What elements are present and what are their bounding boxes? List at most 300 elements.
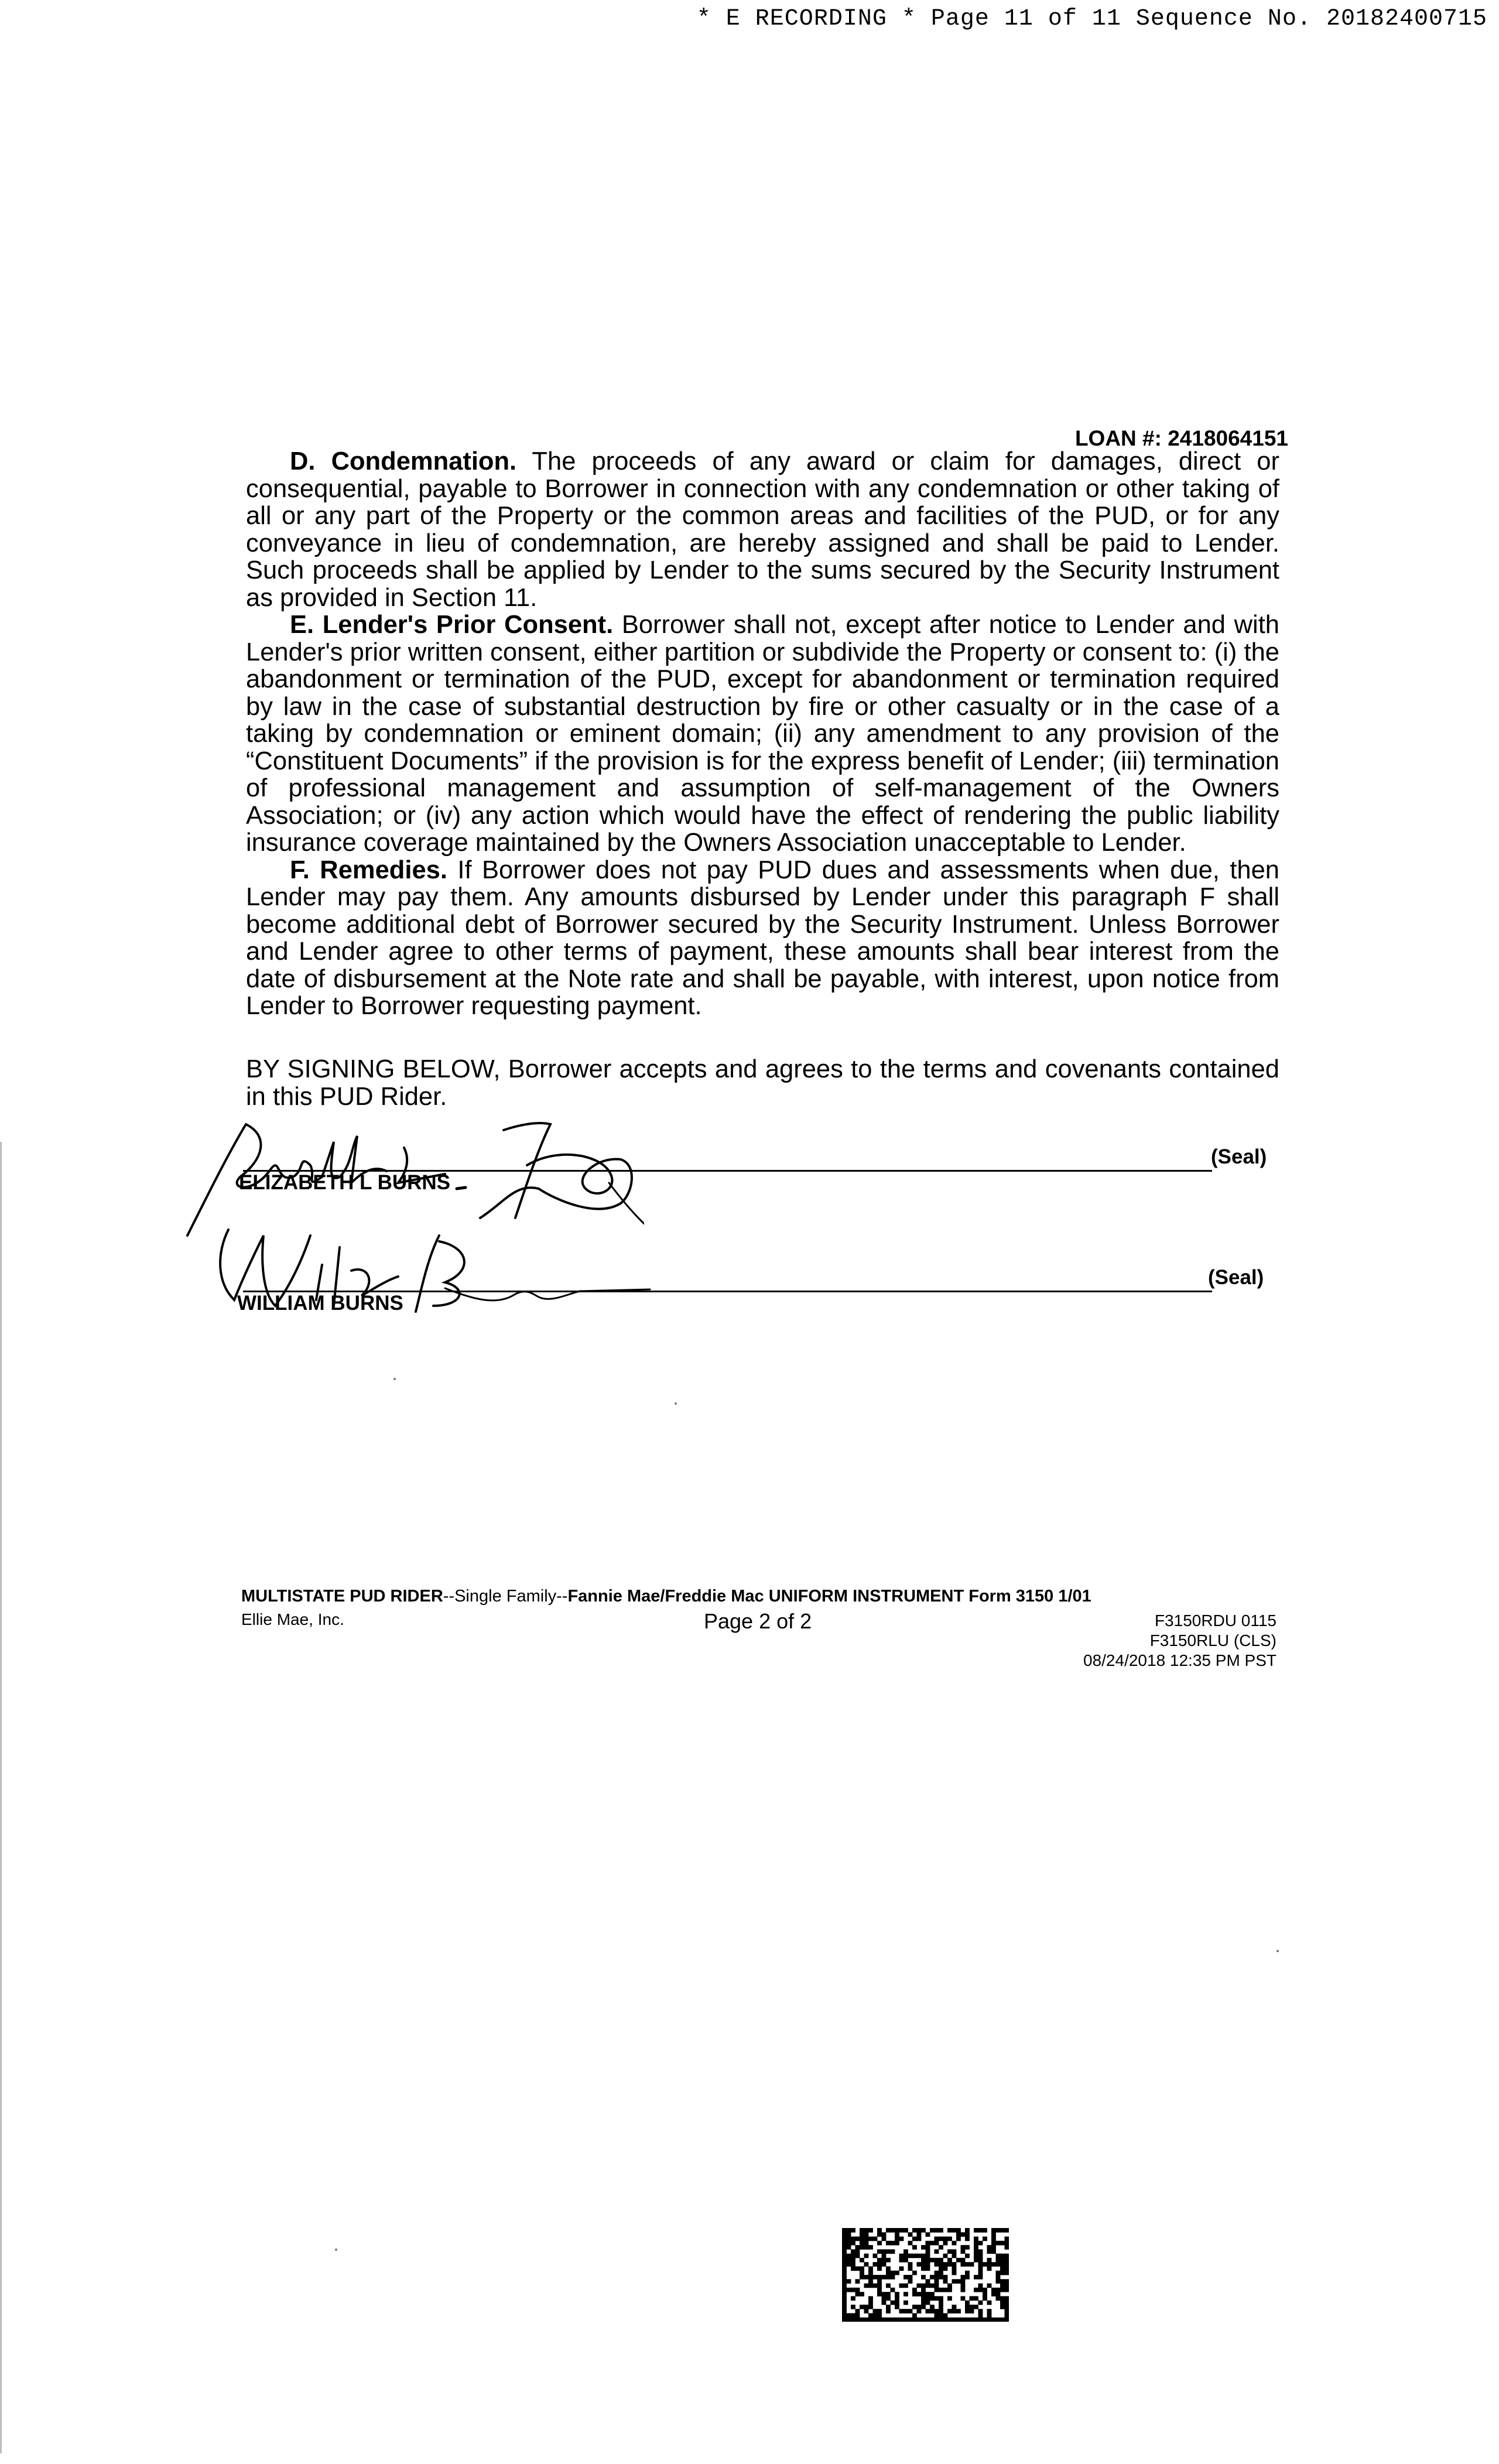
barcode-module [895, 2318, 899, 2322]
barcode-module [847, 2254, 851, 2258]
barcode-module [943, 2262, 948, 2267]
barcode-module [939, 2228, 943, 2233]
barcode-module [891, 2241, 895, 2246]
barcode-module [917, 2237, 922, 2241]
barcode-module [1005, 2258, 1009, 2263]
barcode-module [978, 2271, 983, 2275]
barcode-module [978, 2266, 983, 2271]
barcode-module [991, 2241, 996, 2246]
scan-speck [393, 1378, 396, 1380]
barcode-module [851, 2249, 855, 2254]
barcode-module [877, 2275, 882, 2280]
barcode-module [895, 2292, 899, 2297]
barcode-module [895, 2296, 899, 2301]
barcode-module [899, 2237, 904, 2241]
barcode-module [921, 2288, 926, 2292]
barcode-module [956, 2228, 961, 2233]
barcode-module [842, 2284, 847, 2288]
barcode-module [882, 2292, 887, 2297]
barcode-module [956, 2232, 961, 2237]
barcode-module [899, 2266, 904, 2271]
barcode-module [877, 2292, 882, 2297]
barcode-module [970, 2305, 974, 2309]
barcode-module [952, 2309, 957, 2314]
barcode-module [987, 2262, 992, 2267]
barcode-module [868, 2266, 873, 2271]
barcode-module [842, 2266, 847, 2271]
barcode-module [930, 2228, 935, 2233]
barcode-module [930, 2296, 935, 2301]
barcode-module [965, 2237, 970, 2241]
barcode-module [1005, 2313, 1009, 2318]
barcode-module [917, 2284, 922, 2288]
barcode-module [912, 2305, 917, 2309]
barcode-module [939, 2258, 943, 2263]
barcode-module [860, 2292, 864, 2297]
barcode-module [847, 2241, 851, 2246]
barcode-module [912, 2228, 917, 2233]
barcode-module [877, 2279, 882, 2284]
barcode-module [1005, 2305, 1009, 2309]
barcode-module [921, 2245, 926, 2250]
barcode-module [965, 2318, 970, 2322]
barcode-module [996, 2254, 1001, 2258]
barcode-module [882, 2254, 887, 2258]
barcode-module [886, 2305, 891, 2309]
barcode-module [882, 2249, 887, 2254]
barcode-module [961, 2296, 966, 2301]
barcode-module [842, 2296, 847, 2301]
barcode-module [851, 2241, 855, 2246]
barcode-module [921, 2292, 926, 2297]
barcode-module [851, 2228, 855, 2233]
barcode-module [991, 2232, 996, 2237]
barcode-module [921, 2258, 926, 2263]
section-remedies [246, 857, 1279, 1020]
barcode-module [877, 2318, 882, 2322]
barcode-module [868, 2245, 873, 2250]
barcode-module [860, 2237, 864, 2241]
barcode-module [921, 2305, 926, 2309]
barcode-module [868, 2318, 873, 2322]
barcode-module [978, 2275, 983, 2280]
barcode-module [935, 2296, 939, 2301]
barcode-module [895, 2232, 899, 2237]
scan-edge-line [0, 1142, 2, 2453]
barcode-module [877, 2266, 882, 2271]
barcode-module [965, 2228, 970, 2233]
barcode-module [868, 2301, 873, 2305]
barcode-module [921, 2301, 926, 2305]
barcode-module [860, 2305, 864, 2309]
barcode-module [842, 2313, 847, 2318]
barcode-module [939, 2288, 943, 2292]
barcode-module [860, 2318, 864, 2322]
barcode-module [1005, 2237, 1009, 2241]
barcode-module [917, 2309, 922, 2314]
barcode-module [983, 2228, 987, 2233]
barcode-module [860, 2241, 864, 2246]
form-title-normal: --Single Family-- [443, 1587, 568, 1606]
section-text: Borrower shall not, except after notice to Lender and with Lender's prior written consent, either partition or subdivide the Property or consent to: (i) the abandonment or termination of the PUD, except for abandonment or termination required by law in the case of substantial destruction by fire or other casualty or in the case of a taking by condemnation or eminent domain; (ii) any amendment to any provision of the “Constituent Documents” if the provision is for the express benefit of Lender; (iii) termination of professional management and assumption of self-management of the Owners Association; or (iv) any action which would have the effect of rendering the public liability insurance coverage maintained by the Owners Association unacceptable to Lender. [246, 611, 1279, 857]
barcode-module [930, 2292, 935, 2297]
barcode-image [842, 2228, 1009, 2322]
barcode-module [917, 2305, 922, 2309]
barcode-module [891, 2288, 895, 2292]
barcode-module [978, 2309, 983, 2314]
barcode-module [899, 2318, 904, 2322]
company-name: Ellie Mae, Inc. [241, 1610, 344, 1628]
section-condemnation [246, 448, 1279, 611]
barcode-module [868, 2237, 873, 2241]
barcode-module [1005, 2245, 1009, 2250]
barcode-module [947, 2296, 952, 2301]
barcode-module [1000, 2296, 1005, 2301]
barcode-module [956, 2237, 961, 2241]
barcode-module [886, 2309, 891, 2314]
barcode-module [912, 2288, 917, 2292]
barcode-module [891, 2318, 895, 2322]
barcode-module [851, 2258, 855, 2263]
barcode-module [965, 2309, 970, 2314]
scan-speck [1276, 1950, 1279, 1952]
barcode-module [877, 2288, 882, 2292]
barcode-module [842, 2271, 847, 2275]
barcode-module [868, 2313, 873, 2318]
barcode-module [983, 2262, 987, 2267]
barcode-module [956, 2309, 961, 2314]
barcode-module [886, 2284, 891, 2288]
barcode-module [842, 2245, 847, 2250]
barcode-module [868, 2279, 873, 2284]
barcode-module [926, 2284, 930, 2288]
barcode-module [908, 2275, 913, 2280]
barcode-module [943, 2254, 948, 2258]
barcode-module [935, 2288, 939, 2292]
barcode-module [935, 2271, 939, 2275]
barcode-module [873, 2284, 878, 2288]
barcode-module [882, 2318, 887, 2322]
barcode-module [882, 2275, 887, 2280]
barcode-module [965, 2305, 970, 2309]
barcode-module [943, 2288, 948, 2292]
barcode-module [939, 2305, 943, 2309]
barcode-module [903, 2254, 908, 2258]
barcode-module [991, 2318, 996, 2322]
barcode-module [970, 2318, 974, 2322]
barcode-module [930, 2241, 935, 2246]
rider-body [246, 448, 1279, 1020]
barcode-module [899, 2228, 904, 2233]
barcode-module [935, 2241, 939, 2246]
barcode-module [935, 2237, 939, 2241]
barcode-module [864, 2232, 869, 2237]
barcode-module [996, 2292, 1001, 2297]
barcode-module [935, 2249, 939, 2254]
scan-speck [675, 1402, 677, 1405]
barcode-module [864, 2241, 869, 2246]
barcode-module [847, 2232, 851, 2237]
barcode-module [935, 2284, 939, 2288]
barcode-module [926, 2318, 930, 2322]
barcode-module [895, 2228, 899, 2233]
barcode-module [877, 2284, 882, 2288]
barcode-module [868, 2271, 873, 2275]
barcode-module [886, 2228, 891, 2233]
barcode-module [996, 2288, 1001, 2292]
barcode-module [864, 2309, 869, 2314]
barcode-module [921, 2284, 926, 2288]
barcode-module [996, 2279, 1001, 2284]
barcode-module [903, 2284, 908, 2288]
barcode-module [864, 2262, 869, 2267]
barcode-module [921, 2275, 926, 2280]
barcode-module [917, 2262, 922, 2267]
barcode-module [1000, 2258, 1005, 2263]
barcode-module [895, 2241, 899, 2246]
barcode-module [939, 2245, 943, 2250]
barcode-module [935, 2258, 939, 2263]
barcode-module [908, 2232, 913, 2237]
barcode-module [961, 2275, 966, 2280]
barcode-module [908, 2241, 913, 2246]
barcode-module [864, 2228, 869, 2233]
barcode-module [939, 2318, 943, 2322]
barcode-module [864, 2254, 869, 2258]
barcode-module [983, 2296, 987, 2301]
barcode-module [847, 2318, 851, 2322]
barcode-module [978, 2258, 983, 2263]
barcode-module [974, 2249, 978, 2254]
barcode-module [952, 2266, 957, 2271]
barcode-module [961, 2288, 966, 2292]
barcode-module [855, 2254, 860, 2258]
barcode-module [860, 2275, 864, 2280]
barcode-module [974, 2237, 978, 2241]
barcode-module [908, 2309, 913, 2314]
barcode-module [864, 2275, 869, 2280]
barcode-module [983, 2318, 987, 2322]
barcode-module [943, 2318, 948, 2322]
barcode-module [855, 2292, 860, 2297]
barcode-module [970, 2309, 974, 2314]
barcode-module [996, 2275, 1001, 2280]
barcode-module [917, 2318, 922, 2322]
barcode-module [930, 2309, 935, 2314]
barcode-module [956, 2258, 961, 2263]
barcode-module [987, 2284, 992, 2288]
barcode-module [886, 2296, 891, 2301]
barcode-module [965, 2262, 970, 2267]
barcode-module [978, 2284, 983, 2288]
print-timestamp: 08/24/2018 12:35 PM PST [1083, 1651, 1276, 1669]
barcode-module [903, 2301, 908, 2305]
barcode-module [952, 2249, 957, 2254]
barcode-module [983, 2288, 987, 2292]
barcode-module [855, 2288, 860, 2292]
barcode-module [899, 2284, 904, 2288]
barcode-module [952, 2279, 957, 2284]
barcode-module [947, 2249, 952, 2254]
barcode-module [978, 2288, 983, 2292]
barcode-module [886, 2266, 891, 2271]
barcode-module [930, 2275, 935, 2280]
barcode-module [974, 2228, 978, 2233]
barcode-module [996, 2271, 1001, 2275]
barcode-module [930, 2318, 935, 2322]
barcode-module [974, 2288, 978, 2292]
barcode-module [978, 2241, 983, 2246]
barcode-module [842, 2249, 847, 2254]
barcode-module [961, 2279, 966, 2284]
barcode-module [978, 2313, 983, 2318]
barcode-module [851, 2254, 855, 2258]
barcode-module [908, 2254, 913, 2258]
barcode-module [974, 2254, 978, 2258]
barcode-module [974, 2296, 978, 2301]
section-title: F. Remedies. [290, 855, 447, 884]
barcode-module [1000, 2271, 1005, 2275]
barcode-module [908, 2318, 913, 2322]
barcode-module [952, 2241, 957, 2246]
barcode-module [886, 2258, 891, 2263]
barcode-module [842, 2288, 847, 2292]
barcode-module [926, 2249, 930, 2254]
barcode-module [842, 2305, 847, 2309]
barcode-module [926, 2262, 930, 2267]
section-prior-consent [246, 611, 1279, 857]
barcode-module [899, 2309, 904, 2314]
barcode-module [991, 2288, 996, 2292]
barcode-module [1005, 2254, 1009, 2258]
barcode-module [895, 2271, 899, 2275]
barcode-module [947, 2318, 952, 2322]
barcode-module [842, 2241, 847, 2246]
barcode-module [864, 2318, 869, 2322]
barcode-module [912, 2237, 917, 2241]
form-title-bold: MULTISTATE PUD RIDER [241, 1587, 443, 1606]
barcode-module [847, 2262, 851, 2267]
barcode-module [886, 2241, 891, 2246]
barcode-module [921, 2296, 926, 2301]
barcode-module [996, 2318, 1001, 2322]
barcode-module [877, 2258, 882, 2263]
barcode-module [956, 2318, 961, 2322]
barcode-module [882, 2301, 887, 2305]
barcode-module [930, 2258, 935, 2263]
barcode-module [996, 2241, 1001, 2246]
barcode-module [926, 2301, 930, 2305]
barcode-module [1000, 2279, 1005, 2284]
seal-label-2: (Seal) [1208, 1266, 1264, 1289]
barcode-module [851, 2266, 855, 2271]
barcode-module [842, 2318, 847, 2322]
barcode-module [882, 2232, 887, 2237]
barcode-module [996, 2228, 1001, 2233]
barcode-module [860, 2232, 864, 2237]
barcode-module [877, 2241, 882, 2246]
barcode-module [864, 2237, 869, 2241]
barcode-module [912, 2318, 917, 2322]
barcode-module [895, 2301, 899, 2305]
barcode-module [1005, 2266, 1009, 2271]
barcode-module [882, 2237, 887, 2241]
barcode-module [868, 2305, 873, 2309]
barcode-module [991, 2292, 996, 2297]
barcode-module [917, 2232, 922, 2237]
barcode-module [987, 2266, 992, 2271]
barcode-module [921, 2266, 926, 2271]
barcode-module [891, 2249, 895, 2254]
barcode-module [987, 2309, 992, 2314]
barcode-module [842, 2228, 847, 2233]
barcode-module [873, 2318, 878, 2322]
barcode-module [891, 2275, 895, 2280]
barcode-module [1000, 2262, 1005, 2267]
barcode-module [987, 2318, 992, 2322]
barcode-module [939, 2301, 943, 2305]
barcode-module [930, 2284, 935, 2288]
barcode-module [851, 2237, 855, 2241]
barcode-module [877, 2309, 882, 2314]
barcode-module [930, 2305, 935, 2309]
barcode-module [947, 2237, 952, 2241]
barcode-module [952, 2318, 957, 2322]
barcode-module [991, 2249, 996, 2254]
barcode-module [903, 2318, 908, 2322]
barcode-module [965, 2275, 970, 2280]
barcode-module [903, 2249, 908, 2254]
barcode-module [991, 2245, 996, 2250]
barcode-module [855, 2237, 860, 2241]
barcode-module [912, 2254, 917, 2258]
barcode-module [978, 2262, 983, 2267]
barcode-module [864, 2305, 869, 2309]
section-title: D. Condemnation. [290, 447, 517, 475]
barcode-module [877, 2313, 882, 2318]
barcode-module [877, 2232, 882, 2237]
barcode-module [921, 2318, 926, 2322]
barcode-module [987, 2249, 992, 2254]
barcode-module [886, 2271, 891, 2275]
barcode-module [970, 2262, 974, 2267]
barcode-module [1000, 2318, 1005, 2322]
barcode-module [952, 2262, 957, 2267]
barcode-module [926, 2279, 930, 2284]
barcode-module [912, 2271, 917, 2275]
barcode-module [939, 2275, 943, 2280]
barcode-module [842, 2309, 847, 2314]
barcode-module [903, 2275, 908, 2280]
barcode-module [903, 2309, 908, 2314]
barcode-module [926, 2309, 930, 2314]
barcode-module [891, 2228, 895, 2233]
barcode-module [860, 2258, 864, 2263]
barcode-module [991, 2237, 996, 2241]
barcode-module [1000, 2266, 1005, 2271]
barcode-module [978, 2318, 983, 2322]
borrower-name-1: ELIZABETH L BURNS [239, 1171, 451, 1194]
barcode-module [926, 2292, 930, 2297]
barcode-module [855, 2266, 860, 2271]
barcode-module [1005, 2318, 1009, 2322]
barcode-module [1000, 2241, 1005, 2246]
barcode-module [1000, 2288, 1005, 2292]
barcode-module [965, 2254, 970, 2258]
barcode-module [851, 2288, 855, 2292]
barcode-module [908, 2266, 913, 2271]
barcode-module [903, 2228, 908, 2233]
